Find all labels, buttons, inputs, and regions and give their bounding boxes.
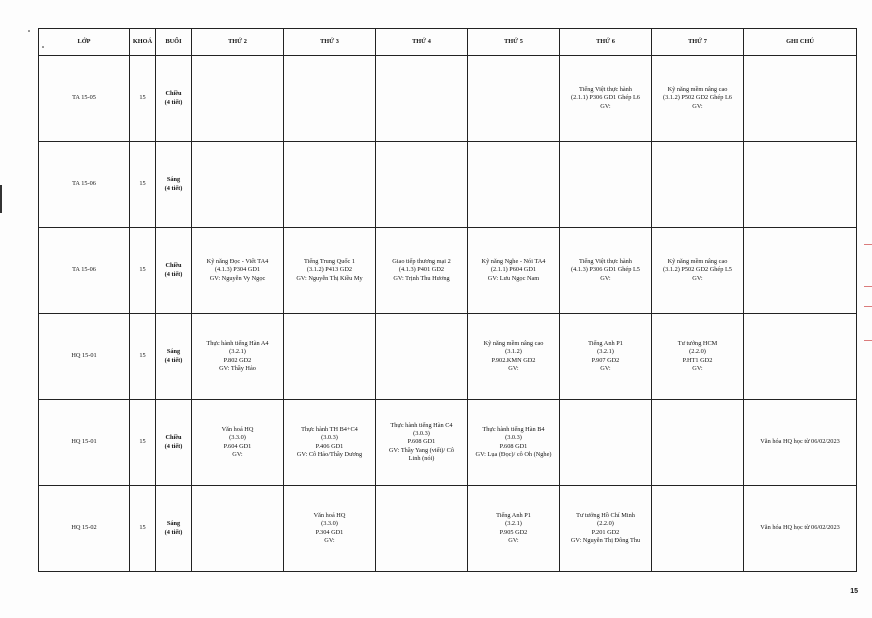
header-sat: THỨ 7 xyxy=(652,29,744,56)
lesson-line: Kỹ năng Nghe - Nói TA4 xyxy=(481,258,546,266)
class-cell: HQ 15-01 xyxy=(39,314,130,400)
note-cell xyxy=(744,228,857,314)
lesson-line: GV: Nguyễn Thị Đông Thu xyxy=(570,536,641,544)
lesson-line: (2.1.1) P604 GD1 xyxy=(490,266,537,274)
lesson-line: Tiếng Trung Quốc 1 xyxy=(303,258,356,266)
session-cell xyxy=(156,400,192,486)
edge-mark xyxy=(864,244,872,245)
header-tue: THỨ 3 xyxy=(284,29,376,56)
lesson-cell-wed xyxy=(376,400,468,486)
lesson-line: GV: xyxy=(600,102,611,110)
lesson-line: Tiếng Việt thực hành xyxy=(579,258,632,266)
lesson-line: Văn hoá HQ xyxy=(313,512,346,520)
lesson-line: Tiếng Việt thực hành xyxy=(579,86,632,94)
session-line: (4 tiết) xyxy=(164,356,183,364)
lesson-cell-thu xyxy=(468,228,560,314)
lesson-line: Tiếng Anh P1 xyxy=(496,512,531,520)
lesson-line: Tư tưởng Hồ Chí Minh xyxy=(576,512,635,520)
edge-mark xyxy=(864,306,872,307)
lesson-line: (2.2.0) xyxy=(689,348,706,356)
class-cell: TA 15-06 xyxy=(39,142,130,228)
class-cell: HQ 15-02 xyxy=(39,486,130,572)
lesson-line: (3.0.3) xyxy=(321,434,338,442)
session-cell xyxy=(156,142,192,228)
lesson-line: GV: xyxy=(324,536,335,544)
lesson-cell-tue xyxy=(284,486,376,572)
lesson-line: (2.2.0) xyxy=(597,520,614,528)
lesson-cell-wed xyxy=(376,228,468,314)
lesson-line: Kỹ năng mềm nâng cao xyxy=(483,340,544,348)
table-row xyxy=(39,56,857,142)
timetable-body xyxy=(39,56,857,572)
class-cell: TA 15-06 xyxy=(39,228,130,314)
scan-dot xyxy=(28,30,30,32)
lesson-cell-fri xyxy=(560,400,652,486)
session-line: Chiều xyxy=(165,434,182,442)
lesson-line: Kỹ năng mềm nâng cao xyxy=(667,258,728,266)
timetable xyxy=(38,28,857,572)
lesson-line: GV: xyxy=(508,364,519,372)
session-cell xyxy=(156,314,192,400)
lesson-line: P.604 GD1 xyxy=(223,442,252,450)
lesson-line: (3.0.3) xyxy=(413,430,430,438)
lesson-line: (3.1.2) P502 GD2 Ghép L6 xyxy=(663,94,732,102)
lesson-line: P.406 GD1 xyxy=(315,442,344,450)
lesson-cell-thu xyxy=(468,400,560,486)
lesson-line: (4.1.3) P306 GD1 Ghép L5 xyxy=(571,266,640,274)
course-cell: 15 xyxy=(130,314,156,400)
header-wed: THỨ 4 xyxy=(376,29,468,56)
lesson-line: P.HT1 GD2 xyxy=(682,356,713,364)
lesson-cell-sat xyxy=(652,142,744,228)
lesson-line: (3.1.2) P413 GD2 xyxy=(306,266,353,274)
session-line: Sáng xyxy=(166,176,181,184)
lesson-cell-mon xyxy=(192,228,284,314)
lesson-cell-fri xyxy=(560,56,652,142)
page-number: 15 xyxy=(850,588,858,595)
lesson-line: P.608 GD1 xyxy=(407,438,436,446)
lesson-line: (4.1.3) P401 GD2 xyxy=(398,266,445,274)
lesson-line: P.802 GD2 xyxy=(223,356,252,364)
lesson-line: P.304 GD1 xyxy=(315,528,344,536)
lesson-line: P.201 GD2 xyxy=(591,528,620,536)
lesson-line: Kỹ năng mềm nâng cao xyxy=(667,86,728,94)
lesson-cell-mon xyxy=(192,142,284,228)
lesson-line: GV: xyxy=(232,450,243,458)
lesson-cell-tue xyxy=(284,314,376,400)
lesson-line: Thực hành tiếng Hàn B4 xyxy=(482,426,545,434)
lesson-cell-fri xyxy=(560,314,652,400)
lesson-line: (3.1.2) xyxy=(505,348,522,356)
lesson-line: (4.1.3) P304 GD1 xyxy=(214,266,261,274)
lesson-line: (3.2.1) xyxy=(597,348,614,356)
lesson-cell-wed xyxy=(376,486,468,572)
lesson-line: P.608 GD1 xyxy=(499,442,528,450)
header-class: LỚP xyxy=(39,29,130,56)
note-cell xyxy=(744,314,857,400)
lesson-line: GV: Thầy Hảo xyxy=(219,364,256,372)
table-row xyxy=(39,400,857,486)
session-line: Chiều xyxy=(165,262,182,270)
lesson-cell-wed xyxy=(376,314,468,400)
header-fri: THỨ 6 xyxy=(560,29,652,56)
lesson-line: Thực hành tiếng Hàn C4 xyxy=(390,422,453,430)
course-cell: 15 xyxy=(130,228,156,314)
session-line: (4 tiết) xyxy=(164,442,183,450)
lesson-cell-wed xyxy=(376,142,468,228)
lesson-line: P.905 GD2 xyxy=(499,528,528,536)
lesson-line: Kỹ năng Đọc - Viết TA4 xyxy=(206,258,269,266)
course-cell: 15 xyxy=(130,400,156,486)
edge-mark xyxy=(864,286,872,287)
lesson-line: GV: Lụa (Đọc)/ cô Oh (Nghe) xyxy=(475,450,552,458)
header-course: KHOÁ xyxy=(130,29,156,56)
header-thu: THỨ 5 xyxy=(468,29,560,56)
lesson-line: (3.1.2) P502 GD2 Ghép L5 xyxy=(663,266,732,274)
lesson-line: P.907 GD2 xyxy=(591,356,620,364)
lesson-cell-mon xyxy=(192,486,284,572)
lesson-line: GV: xyxy=(692,102,703,110)
lesson-line: GV: Cô Hảo/Thầy Dương xyxy=(296,450,363,458)
lesson-line: (3.2.1) xyxy=(505,520,522,528)
lesson-cell-tue xyxy=(284,56,376,142)
course-cell: 15 xyxy=(130,56,156,142)
lesson-line: Linh (nói) xyxy=(408,454,435,462)
session-line: (4 tiết) xyxy=(164,184,183,192)
lesson-cell-thu xyxy=(468,486,560,572)
course-cell: 15 xyxy=(130,142,156,228)
class-cell: TA 15-05 xyxy=(39,56,130,142)
lesson-line: GV: xyxy=(692,364,703,372)
lesson-cell-mon xyxy=(192,314,284,400)
lesson-cell-thu xyxy=(468,56,560,142)
table-row xyxy=(39,486,857,572)
lesson-line: Tư tưởng HCM xyxy=(677,340,718,348)
session-cell xyxy=(156,56,192,142)
session-cell xyxy=(156,486,192,572)
lesson-cell-fri xyxy=(560,142,652,228)
class-cell: HQ 15-01 xyxy=(39,400,130,486)
lesson-cell-thu xyxy=(468,142,560,228)
course-cell: 15 xyxy=(130,486,156,572)
note-cell xyxy=(744,142,857,228)
lesson-cell-wed xyxy=(376,56,468,142)
lesson-line: GV: Thầy Yang (viết)/ Cô xyxy=(388,446,454,454)
note-cell: Văn hóa HQ học từ 06/02/2023 xyxy=(744,400,857,486)
lesson-line: GV: xyxy=(600,364,611,372)
lesson-cell-mon xyxy=(192,400,284,486)
table-row xyxy=(39,228,857,314)
note-cell xyxy=(744,56,857,142)
table-row xyxy=(39,142,857,228)
lesson-line: Thực hành TH B4+C4 xyxy=(301,426,358,434)
session-line: Chiều xyxy=(165,90,182,98)
header-mon: THỨ 2 xyxy=(192,29,284,56)
lesson-cell-tue xyxy=(284,228,376,314)
lesson-cell-sat xyxy=(652,228,744,314)
lesson-line: Thực hành tiếng Hàn A4 xyxy=(206,340,269,348)
table-row xyxy=(39,314,857,400)
session-cell xyxy=(156,228,192,314)
lesson-line: GV: Nguyễn Vy Ngọc xyxy=(209,274,266,282)
header-session: BUỔI xyxy=(156,29,192,56)
lesson-line: GV: xyxy=(508,536,519,544)
scan-artifact xyxy=(0,185,2,213)
lesson-cell-fri xyxy=(560,228,652,314)
lesson-line: GV: xyxy=(692,274,703,282)
session-line: (4 tiết) xyxy=(164,528,183,536)
lesson-line: GV: Nguyễn Thị Kiều My xyxy=(296,274,363,282)
lesson-line: (2.1.1) P306 GD1 Ghép L6 xyxy=(571,94,640,102)
lesson-cell-sat xyxy=(652,314,744,400)
lesson-line: Giao tiếp thương mại 2 xyxy=(392,258,451,266)
header-row xyxy=(39,29,857,56)
lesson-cell-thu xyxy=(468,314,560,400)
lesson-line: Tiếng Anh P1 xyxy=(588,340,623,348)
session-line: Sáng xyxy=(166,348,181,356)
lesson-cell-sat xyxy=(652,56,744,142)
lesson-line: (3.0.3) xyxy=(505,434,522,442)
session-line: (4 tiết) xyxy=(164,270,183,278)
lesson-line: GV: Trịnh Thu Hương xyxy=(393,274,450,282)
lesson-line: GV: xyxy=(600,274,611,282)
header-note: GHI CHÚ xyxy=(744,29,857,56)
lesson-cell-sat xyxy=(652,400,744,486)
lesson-cell-sat xyxy=(652,486,744,572)
lesson-cell-mon xyxy=(192,56,284,142)
edge-mark xyxy=(864,340,872,341)
lesson-line: Văn hoá HQ xyxy=(221,426,254,434)
lesson-cell-fri xyxy=(560,486,652,572)
note-cell: Văn hóa HQ học từ 06/02/2023 xyxy=(744,486,857,572)
lesson-line: (3.3.0) xyxy=(229,434,246,442)
lesson-line: P.902.KMN GD2 xyxy=(491,356,536,364)
lesson-cell-tue xyxy=(284,400,376,486)
lesson-cell-tue xyxy=(284,142,376,228)
session-line: (4 tiết) xyxy=(164,98,183,106)
lesson-line: (3.2.1) xyxy=(229,348,246,356)
lesson-line: (3.3.0) xyxy=(321,520,338,528)
session-line: Sáng xyxy=(166,520,181,528)
lesson-line: GV: Lưu Ngọc Nam xyxy=(487,274,540,282)
